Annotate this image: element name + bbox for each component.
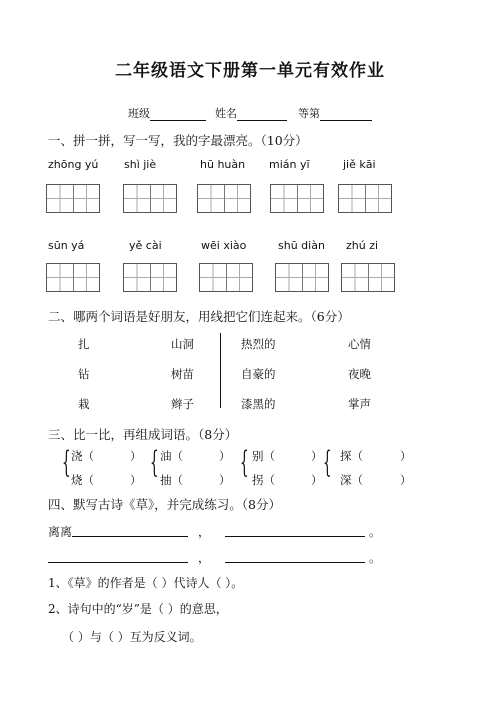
comma: ， [198, 551, 211, 565]
paren-close: ） [130, 473, 142, 487]
match-word[interactable]: 夜晚 [348, 367, 371, 381]
section4-heading: 四、默写古诗《草》，并完成练习。（8分） [48, 497, 281, 512]
pinyin: zhú zi [346, 239, 379, 252]
grade-blank[interactable] [320, 109, 372, 121]
paren-close: ） [311, 449, 323, 463]
compare-char: 油（ [160, 449, 183, 463]
pinyin: jiě kāi [343, 158, 376, 171]
class-blank[interactable] [150, 109, 206, 121]
match-word[interactable]: 自豪的 [241, 367, 276, 381]
match-word[interactable]: 漆黑的 [241, 397, 276, 411]
section1-heading: 一、拼一拼，写一写，我的字最漂亮。（10分） [48, 133, 308, 148]
paren-close: ） [400, 449, 412, 463]
paren-close: ） [219, 473, 231, 487]
name-blank[interactable] [237, 109, 287, 121]
compare-char: 别（ [252, 449, 275, 463]
pinyin: zhōng yú [48, 158, 99, 171]
poem-start: 离离 [48, 525, 73, 539]
writing-grid[interactable] [123, 184, 177, 213]
class-label: 班级 [128, 107, 150, 120]
brace: { [150, 445, 159, 480]
name-field [215, 105, 287, 121]
pinyin: shū diàn [278, 239, 325, 252]
pinyin: mián yī [269, 158, 310, 171]
answer-line[interactable] [48, 561, 188, 563]
writing-grid[interactable] [123, 263, 177, 292]
match-word[interactable]: 热烈的 [241, 337, 276, 351]
writing-grid[interactable] [338, 184, 392, 213]
grade-label: 等第 [298, 107, 320, 120]
pinyin: shì jiè [124, 158, 157, 171]
match-word[interactable]: 掌声 [348, 397, 371, 411]
brace: { [240, 445, 249, 480]
brace: { [323, 445, 332, 480]
paren-close: ） [311, 473, 323, 487]
writing-grid[interactable] [46, 184, 100, 213]
section2-heading: 二、哪两个词语是好朋友，用线把它们连起来。（6分） [48, 309, 350, 324]
writing-grid[interactable] [197, 184, 251, 213]
question-3: （ ）与（ ）互为反义词。 [62, 630, 202, 644]
answer-line[interactable] [72, 535, 188, 537]
writing-grid[interactable] [270, 184, 324, 213]
question-2: 2、诗句中的“岁”是（ ）的意思， [48, 602, 228, 616]
pinyin: hū huàn [200, 158, 246, 171]
writing-grid[interactable] [199, 263, 253, 292]
match-word[interactable]: 栽 [78, 397, 90, 411]
section3-heading: 三、比一比，再组成词语。（8分） [48, 427, 238, 442]
answer-line[interactable] [225, 535, 365, 537]
match-word[interactable]: 扎 [78, 337, 90, 351]
paren-close: ） [219, 449, 231, 463]
page-title: 二年级语文下册第一单元有效作业 [115, 61, 385, 81]
compare-char: 探（ [340, 449, 363, 463]
compare-char: 深（ [340, 473, 363, 487]
compare-char: 抽（ [160, 473, 183, 487]
pinyin: yě cài [129, 239, 162, 252]
paren-close: ） [130, 449, 142, 463]
match-word[interactable]: 树苗 [171, 367, 194, 381]
compare-char: 拐（ [252, 473, 275, 487]
compare-char: 浇（ [71, 449, 94, 463]
compare-char: 烧（ [71, 473, 94, 487]
class-field [128, 105, 206, 121]
pinyin: sūn yá [48, 239, 85, 252]
answer-line[interactable] [225, 561, 365, 563]
period: 。 [369, 551, 382, 565]
match-word[interactable]: 钻 [78, 367, 90, 381]
comma: ， [198, 525, 211, 539]
match-word[interactable]: 辫子 [171, 397, 194, 411]
name-label: 姓名 [215, 107, 237, 120]
divider-line [220, 333, 221, 408]
writing-grid[interactable] [46, 263, 100, 292]
period: 。 [369, 525, 382, 539]
match-word[interactable]: 心情 [348, 337, 371, 351]
writing-grid[interactable] [275, 263, 329, 292]
writing-grid[interactable] [341, 263, 395, 292]
pinyin: wēi xiào [201, 239, 247, 252]
brace: { [62, 445, 71, 480]
grade-field [298, 105, 372, 121]
paren-close: ） [400, 473, 412, 487]
match-word[interactable]: 山洞 [171, 337, 194, 351]
question-1: 1、《草》的作者是（ ）代诗人（ ）。 [48, 576, 244, 590]
